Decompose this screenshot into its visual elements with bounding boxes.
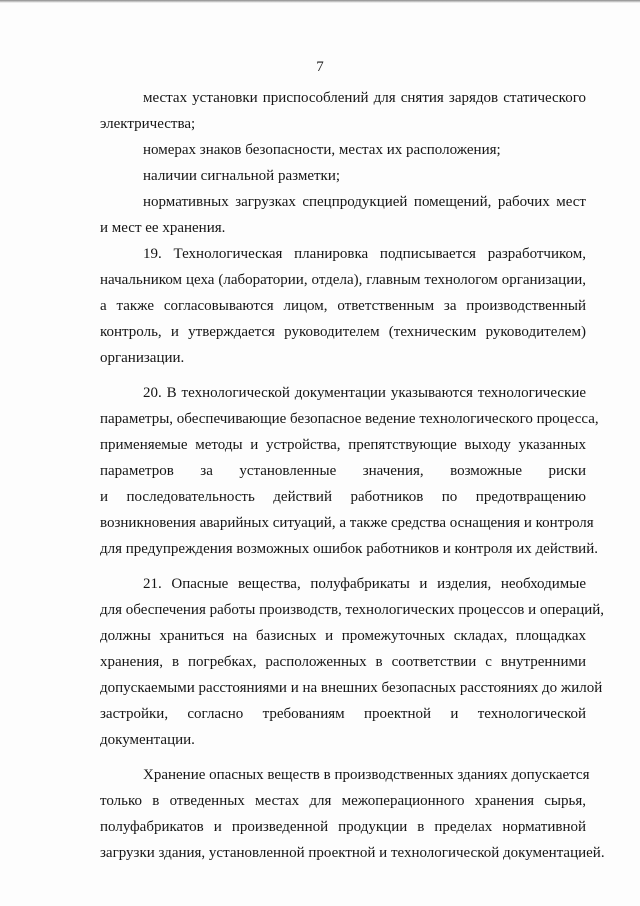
text-line: для предупреждения возможных ошибок работников и контроля их действий.: [100, 541, 598, 557]
text-line: и мест ее хранения.: [100, 220, 226, 236]
text-line: контроль, и утверждается руководителем (техническим руководителем): [100, 324, 586, 340]
text-line: и последовательность действий работников по предотвращению: [100, 489, 586, 505]
text-line: загрузки здания, установленной проектной и технологической документацией.: [100, 845, 605, 861]
text-line: полуфабрикатов и произведенной продукции в пределах нормативной: [100, 819, 586, 835]
text-line: параметры, обеспечивающие безопасное ведение технологического процесса,: [100, 411, 599, 427]
text-line: Хранение опасных веществ в производственных зданиях допускается: [143, 767, 590, 783]
document-body: [100, 85, 605, 866]
text-line: наличии сигнальной разметки;: [143, 168, 341, 184]
text-line: должны храниться на базисных и промежуточных складах, площадках: [100, 628, 586, 644]
text-line: организации.: [100, 350, 185, 366]
text-line: 20. В технологической документации указываются технологические: [143, 385, 586, 401]
text-line: применяемые методы и устройства, препятствующие выходу указанных: [100, 437, 586, 453]
text-line: 21. Опасные вещества, полуфабрикаты и изделия, необходимые: [143, 576, 586, 592]
text-line: документации.: [100, 732, 195, 748]
page-number: 7: [316, 59, 324, 75]
text-line: начальником цеха (лаборатории, отдела), главным технологом организации,: [100, 272, 586, 288]
text-line: возникновения аварийных ситуаций, а также средства оснащения и контроля: [100, 515, 594, 531]
text-line: для обеспечения работы производств, технологических процессов и операций,: [100, 602, 605, 618]
text-line: местах установки приспособлений для снятия зарядов статического: [143, 90, 586, 106]
text-line: допускаемыми расстояниями и на внешних безопасных расстояниях до жилой: [100, 680, 603, 696]
text-line: нормативных загрузках спецпродукцией помещений, рабочих мест: [143, 194, 586, 210]
text-line: номерах знаков безопасности, местах их расположения;: [143, 142, 501, 158]
text-line: параметров за установленные значения, возможные риски: [100, 463, 586, 479]
text-line: застройки, согласно требованиям проектной и технологической: [100, 706, 586, 722]
text-line: электричества;: [100, 116, 196, 132]
scan-edge: [0, 0, 640, 3]
text-line: хранения, в погребках, расположенных в соответствии с внутренними: [100, 654, 586, 670]
text-line: а также согласовываются лицом, ответственным за производственный: [100, 298, 586, 314]
text-line: только в отведенных местах для межоперационного хранения сырья,: [100, 793, 586, 809]
text-line: 19. Технологическая планировка подписывается разработчиком,: [143, 246, 586, 262]
